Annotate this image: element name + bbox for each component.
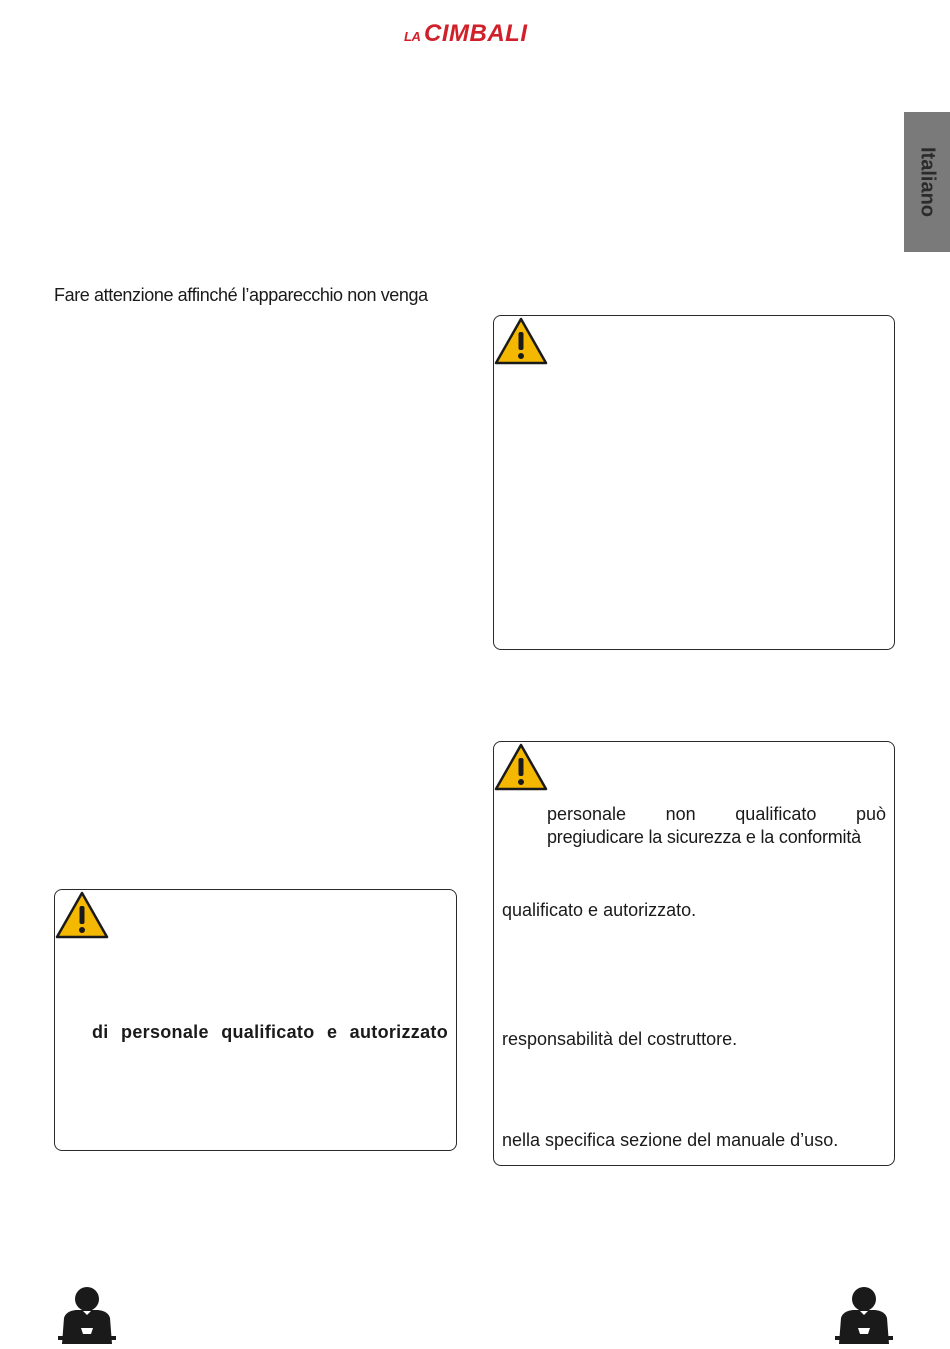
warning-triangle-icon (494, 742, 550, 792)
manual-line: nella specifica sezione del manuale d’uso. (502, 1130, 839, 1150)
warning-box-top (493, 315, 895, 650)
barista-icon (833, 1284, 895, 1344)
warning-triangle-icon (55, 890, 111, 940)
language-tab (904, 112, 950, 252)
qualified-personnel-line: di personale qualificato e autorizzato (92, 1022, 448, 1042)
brand-logo (404, 20, 546, 56)
warning-box-left (54, 889, 457, 1151)
warning-triangle-icon (494, 316, 550, 366)
warning-box-bottom (493, 741, 895, 1166)
indented-line-1: personale non qualificato può (547, 804, 886, 824)
responsibility-line: responsabilità del costruttore. (502, 1029, 738, 1049)
indented-line-2: pregiudicare la sicurezza e la conformità (547, 827, 861, 847)
language-tab-label: Italiano (916, 146, 939, 218)
barista-icon (56, 1284, 118, 1344)
intro-line: Fare attenzione affinché l’apparecchio non venga (54, 285, 428, 305)
logo-name: CIMBALI (424, 20, 528, 47)
logo-prefix: LA (404, 29, 421, 44)
qualified-line: qualificato e autorizzato. (502, 900, 697, 920)
